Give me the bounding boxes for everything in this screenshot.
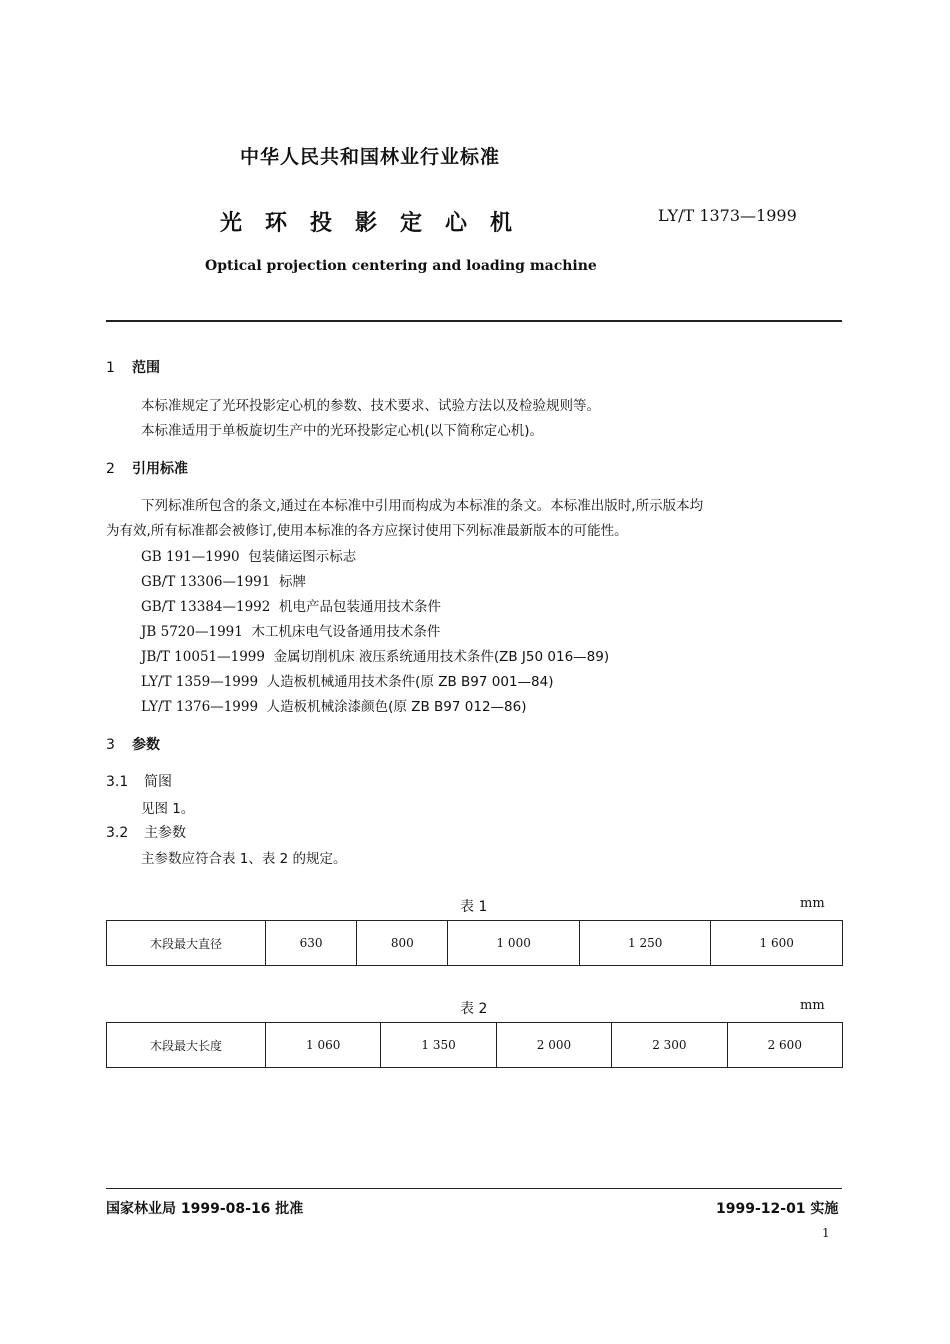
section-3-2-heading [106,822,186,842]
table-1 [106,920,843,966]
reference-code: LY/T 1376—1999 [141,699,259,715]
reference-item [141,570,306,590]
section-1-heading [106,357,160,377]
reference-title: 机电产品包装通用技术条件 [278,599,441,615]
section-3-2-text: 主参数应符合表 1、表 2 的规定。 [141,851,347,867]
approval-statement: 国家林业局 1999-08-16 批准 [106,1201,304,1217]
reference-item [141,645,609,665]
table-2-cell: 1 350 [381,1023,496,1068]
reference-code: GB 191—1990 [141,549,240,565]
reference-item [141,620,440,640]
reference-title: 人造板机械通用技术条件(原 ZB B97 001—84) [266,674,554,690]
reference-title: 包装储运图示标志 [248,549,357,565]
table-row [107,1023,843,1068]
table-row [107,921,843,966]
table-2 [106,1022,843,1068]
reference-title: 木工机床电气设备通用技术条件 [251,624,441,640]
page-number: 1 [822,1226,830,1240]
table-1-caption: 表 1 [460,899,488,915]
table-2-row-header: 木段最大长度 [107,1023,266,1068]
section-number: 1 [106,360,115,376]
reference-item [141,545,356,565]
implementation-date: 1999-12-01 实施 [716,1201,839,1217]
reference-code: LY/T 1359—1999 [141,674,259,690]
reference-title: 人造板机械涂漆颜色(原 ZB B97 012—86) [266,699,527,715]
header-divider [106,320,842,322]
reference-code: GB/T 13306—1991 [141,574,271,590]
table-1-cell: 630 [266,921,357,966]
table-2-unit: mm [800,998,825,1013]
reference-code: JB/T 10051—1999 [141,649,265,665]
reference-code: JB 5720—1991 [141,624,243,640]
table-2-cell: 2 300 [612,1023,727,1068]
section-2-heading [106,458,188,478]
section-number: 3.1 [106,774,129,790]
section-number: 3.2 [106,825,129,841]
document-title-en: Optical projection centering and loading machine [205,258,597,274]
section-3-heading [106,734,160,754]
table-1-cell: 1 250 [579,921,711,966]
section-3-1-text: 见图 1。 [141,801,195,817]
table-2-cell: 1 060 [266,1023,381,1068]
reference-item [141,695,526,715]
issuing-organization: 中华人民共和国林业行业标准 [240,146,501,168]
section-2-paragraph-line-2: 为有效,所有标准都会被修订,使用本标准的各方应探讨使用下列标准最新版本的可能性。 [106,523,628,539]
standard-number: LY/T 1373—1999 [658,206,797,225]
table-2-cell: 2 600 [727,1023,842,1068]
section-2-paragraph-line-1: 下列标准所包含的条文,通过在本标准中引用而构成为本标准的条文。本标准出版时,所示版本均 [141,498,704,514]
reference-code: GB/T 13384—1992 [141,599,271,615]
reference-title: 标牌 [278,574,306,590]
section-3-1-heading [106,771,172,791]
table-1-unit: mm [800,896,825,911]
footer-divider [106,1188,842,1189]
table-1-cell: 1 600 [711,921,843,966]
reference-item [141,670,553,690]
section-title: 范围 [132,360,160,376]
section-title: 参数 [132,737,160,753]
document-title-cn: 光环投影定心机 [220,211,536,236]
table-1-cell: 800 [357,921,448,966]
table-2-cell: 2 000 [496,1023,611,1068]
table-1-cell: 1 000 [448,921,580,966]
section-title: 引用标准 [132,461,188,477]
table-1-row-header: 木段最大直径 [107,921,266,966]
section-1-paragraph-2: 本标准适用于单板旋切生产中的光环投影定心机(以下简称定心机)。 [141,423,544,439]
section-title: 主参数 [144,825,186,841]
section-title: 简图 [144,774,172,790]
reference-item [141,595,441,615]
section-1-paragraph-1: 本标准规定了光环投影定心机的参数、技术要求、试验方法以及检验规则等。 [141,398,600,414]
section-number: 3 [106,737,115,753]
reference-title: 金属切削机床 液压系统通用技术条件(ZB J50 016—89) [273,649,610,665]
table-2-caption: 表 2 [460,1001,488,1017]
section-number: 2 [106,461,115,477]
